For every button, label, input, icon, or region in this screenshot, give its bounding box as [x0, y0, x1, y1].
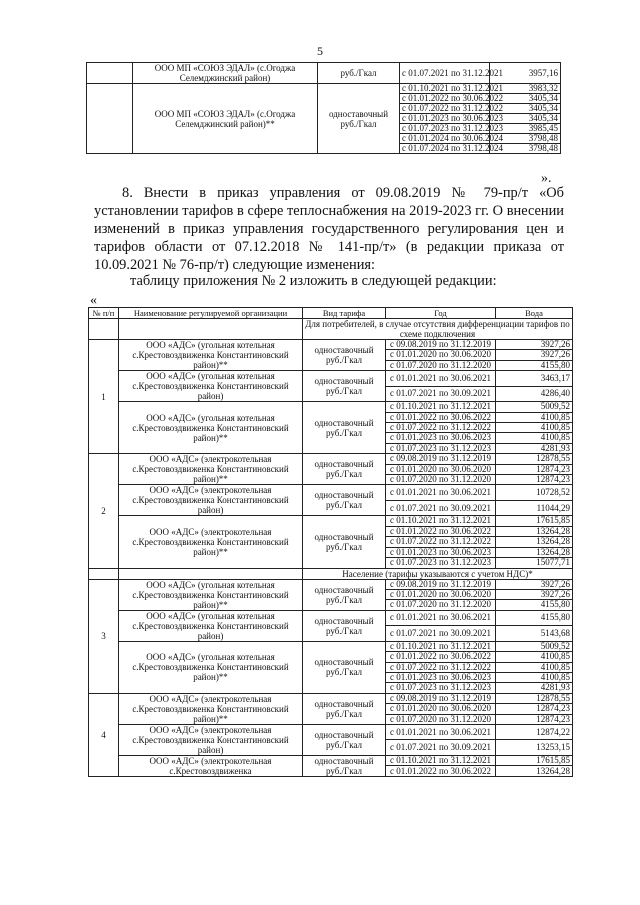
period-cell: с 01.01.2021 по 30.06.2021 — [386, 724, 496, 740]
period-cell: с 01.07.2023 по 31.12.2023 — [386, 683, 496, 693]
value-cell: 11044,29 — [496, 500, 573, 516]
period-cell: с 01.07.2023 по 31.12.2023 — [386, 558, 496, 568]
period-cell: с 01.01.2023 по 30.06.2023 — [386, 672, 496, 682]
period-cell: с 01.07.2021 по 30.09.2021 — [386, 386, 496, 402]
org-cell: ООО «АДС» (электрокотельная с.Крестовоздвиженка Константиновский район) — [119, 485, 303, 516]
row-number: 1 — [89, 340, 119, 454]
value-cell: 3927,26 — [496, 579, 573, 589]
value-cell: 4100,85 — [496, 423, 573, 433]
period-cell: с 01.10.2021 по 31.12.2021 — [386, 641, 496, 651]
period-cell: с 01.07.2021 по 31.12.2021 — [400, 63, 490, 84]
tariff-type-cell: одноставочный руб./Гкал — [303, 516, 386, 568]
org-cell: ООО «АДС» (угольная котельная с.Крестовоздвиженка Константиновский район)** — [119, 402, 303, 454]
value-cell: 3405,34 — [490, 104, 561, 114]
period-cell: с 01.07.2020 по 31.12.2020 — [386, 714, 496, 724]
period-cell: с 01.01.2023 по 30.06.2023 — [386, 433, 496, 443]
period-cell: с 09.08.2019 по 31.12.2019 — [386, 340, 496, 350]
period-cell: с 01.07.2020 по 31.12.2020 — [386, 600, 496, 610]
tariff-type-cell: одноставочный руб./Гкал — [303, 402, 386, 454]
table-header-row — [89, 308, 573, 319]
value-cell: 4155,80 — [496, 360, 573, 370]
tariff-type-cell: одноставочный руб./Гкал — [303, 755, 386, 776]
value-cell: 12874,23 — [496, 714, 573, 724]
value-cell: 3927,26 — [496, 589, 573, 599]
period-cell: с 01.01.2022 по 30.06.2022 — [400, 94, 490, 104]
empty-cell — [119, 568, 303, 579]
period-cell: с 01.01.2023 по 30.06.2023 — [400, 114, 490, 124]
value-cell: 5009,52 — [496, 402, 573, 412]
org-cell: ООО МП «СОЮЗ ЭДАЛ» (с.Огоджа Селемджинский район) — [133, 63, 318, 84]
table-row — [89, 371, 573, 387]
org-cell: ООО «АДС» (угольная котельная с.Крестовоздвиженка Константиновский район) — [119, 371, 303, 402]
value-cell: 10728,52 — [496, 485, 573, 501]
tariff-type-cell: одноставочный руб./Гкал — [303, 641, 386, 693]
org-cell: ООО «АДС» (угольная котельная с.Крестовоздвиженка Константиновский район)** — [119, 641, 303, 693]
org-cell: ООО «АДС» (электрокотельная с.Крестовоздвиженка Константиновский район)** — [119, 454, 303, 485]
row-number: 3 — [89, 579, 119, 693]
main-tariff-table — [88, 307, 573, 777]
value-cell: 3985,45 — [490, 124, 561, 134]
value-cell: 4281,93 — [496, 443, 573, 453]
paragraph-text: 8. Внести в приказ управления от 09.08.2019 № 79-пр/т «Об установлении тарифов в сфере теплоснабжения на 2019-2023 гг. О внесении изменений в приказ управления государственного регулирования цен и тарифов области от 07.12.2018 № 141-пр/т» (в редакции приказа от 10.09.2021 № 76-пр/т) следующие изменения: — [94, 185, 564, 273]
value-cell: 4155,80 — [496, 610, 573, 626]
value-cell: 3927,26 — [496, 350, 573, 360]
value-cell: 4100,85 — [496, 412, 573, 422]
value-cell: 13264,28 — [496, 766, 573, 777]
table-row — [89, 402, 573, 412]
sub-paragraph: таблицу приложения № 2 изложить в следующей редакции: — [130, 273, 497, 289]
period-cell: с 09.08.2019 по 31.12.2019 — [386, 454, 496, 464]
value-cell: 5143,68 — [496, 626, 573, 642]
period-cell: с 01.07.2021 по 30.09.2021 — [386, 740, 496, 756]
period-cell: с 01.10.2021 по 31.12.2021 — [400, 84, 490, 94]
amendment-paragraph — [94, 184, 564, 274]
period-cell: с 01.01.2020 по 30.06.2020 — [386, 704, 496, 714]
value-cell: 13253,15 — [496, 740, 573, 756]
period-cell: с 01.10.2021 по 31.12.2021 — [386, 402, 496, 412]
row-number: 4 — [89, 693, 119, 776]
value-cell: 4100,85 — [496, 433, 573, 443]
tariff-type-cell: одноставочный руб./Гкал — [303, 693, 386, 724]
value-cell: 3927,26 — [496, 340, 573, 350]
value-cell: 17615,85 — [496, 516, 573, 526]
value-cell: 12874,23 — [496, 475, 573, 485]
period-cell: с 01.01.2021 по 30.06.2021 — [386, 610, 496, 626]
tariff-type-cell: одноставочный руб./Гкал — [303, 371, 386, 402]
table-row — [87, 84, 561, 94]
tariff-type-cell: одноставочный руб./Гкал — [303, 610, 386, 641]
header-org: Наименование регулируемой организации — [119, 308, 303, 319]
tariff-type-cell: одноставочный руб./Гкал — [303, 724, 386, 755]
value-cell: 4100,85 — [496, 662, 573, 672]
period-cell: с 01.01.2022 по 30.06.2022 — [386, 652, 496, 662]
tariff-type-cell: одноставочный руб./Гкал — [303, 485, 386, 516]
value-cell: 3957,16 — [490, 63, 561, 84]
period-cell: с 01.07.2022 по 31.12.2022 — [400, 104, 490, 114]
period-cell: с 01.07.2023 по 31.12.2023 — [400, 124, 490, 134]
org-cell: ООО «АДС» (электрокотельная с.Крестовоздвиженка Константиновский район)** — [119, 516, 303, 568]
tariff-type-cell: одноставочный руб./Гкал — [303, 454, 386, 485]
header-type: Вид тарифа — [303, 308, 386, 319]
period-cell: с 01.01.2020 по 30.06.2020 — [386, 350, 496, 360]
value-cell: 3798,48 — [490, 134, 561, 144]
section-row — [89, 319, 573, 340]
table-row — [89, 755, 573, 766]
period-cell: с 01.10.2021 по 31.12.2021 — [386, 755, 496, 766]
value-cell: 17615,85 — [496, 755, 573, 766]
value-cell: 13264,28 — [496, 547, 573, 557]
empty-cell — [87, 63, 133, 84]
period-cell: с 01.07.2022 по 31.12.2022 — [386, 662, 496, 672]
table-row — [87, 63, 561, 84]
closing-quote: ». — [541, 171, 552, 186]
page-number: 5 — [317, 44, 323, 58]
value-cell: 12878,55 — [496, 454, 573, 464]
section-title: Население (тарифы указываются с учетом НДС)* — [303, 568, 573, 579]
table-row — [89, 724, 573, 740]
value-cell: 13264,28 — [496, 537, 573, 547]
top-tariff-table — [86, 62, 561, 154]
header-num: № п/п — [89, 308, 119, 319]
value-cell: 3798,48 — [490, 144, 561, 154]
tariff-type-cell: руб./Гкал — [318, 63, 400, 84]
value-cell: 3983,32 — [490, 84, 561, 94]
period-cell: с 01.01.2022 по 30.06.2022 — [386, 766, 496, 777]
value-cell: 3463,17 — [496, 371, 573, 387]
period-cell: с 01.07.2022 по 31.12.2022 — [386, 537, 496, 547]
table-row — [89, 340, 573, 350]
period-cell: с 01.01.2024 по 30.06.2024 — [400, 134, 490, 144]
value-cell: 4281,93 — [496, 683, 573, 693]
value-cell: 4155,80 — [496, 600, 573, 610]
empty-cell — [119, 319, 303, 340]
period-cell: с 01.07.2024 по 31.12.2024 — [400, 144, 490, 154]
value-cell: 15077,71 — [496, 558, 573, 568]
table-row — [89, 454, 573, 464]
period-cell: с 01.10.2021 по 31.12.2021 — [386, 516, 496, 526]
value-cell: 5009,52 — [496, 641, 573, 651]
value-cell: 4286,40 — [496, 386, 573, 402]
org-cell: ООО «АДС» (электрокотельная с.Крестовоздвиженка Константиновский район)** — [119, 693, 303, 724]
tariff-type-cell: одноставочный руб./Гкал — [318, 84, 400, 154]
empty-cell — [87, 84, 133, 154]
table-row — [89, 516, 573, 526]
value-cell: 3405,34 — [490, 94, 561, 104]
org-cell: ООО «АДС» (угольная котельная с.Крестовоздвиженка Константиновский район)** — [119, 579, 303, 610]
value-cell: 3405,34 — [490, 114, 561, 124]
period-cell: с 01.01.2020 по 30.06.2020 — [386, 464, 496, 474]
org-cell: ООО МП «СОЮЗ ЭДАЛ» (с.Огоджа Селемджинский район)** — [133, 84, 318, 154]
period-cell: с 01.01.2020 по 30.06.2020 — [386, 589, 496, 599]
table-row — [89, 485, 573, 501]
table-row — [89, 579, 573, 589]
period-cell: с 01.07.2022 по 31.12.2022 — [386, 423, 496, 433]
table-row — [89, 641, 573, 651]
table-row — [89, 693, 573, 703]
header-year: Год — [386, 308, 496, 319]
period-cell: с 01.01.2021 по 30.06.2021 — [386, 371, 496, 387]
tariff-type-cell: одноставочный руб./Гкал — [303, 579, 386, 610]
section-row — [89, 568, 573, 579]
value-cell: 13264,28 — [496, 526, 573, 536]
period-cell: с 01.07.2020 по 31.12.2020 — [386, 360, 496, 370]
org-cell: ООО «АДС» (электрокотельная с.Крестовоздвиженка Константиновский район) — [119, 724, 303, 755]
period-cell: с 01.01.2022 по 30.06.2022 — [386, 526, 496, 536]
header-water: Вода — [496, 308, 573, 319]
value-cell: 12878,55 — [496, 693, 573, 703]
value-cell: 4100,85 — [496, 672, 573, 682]
period-cell: с 01.01.2021 по 30.06.2021 — [386, 485, 496, 501]
empty-cell — [89, 568, 119, 579]
period-cell: с 09.08.2019 по 31.12.2019 — [386, 693, 496, 703]
period-cell: с 01.07.2021 по 30.09.2021 — [386, 500, 496, 516]
empty-cell — [89, 319, 119, 340]
value-cell: 12874,22 — [496, 724, 573, 740]
value-cell: 4100,85 — [496, 652, 573, 662]
row-number: 2 — [89, 454, 119, 568]
period-cell: с 01.01.2023 по 30.06.2023 — [386, 547, 496, 557]
period-cell: с 01.07.2020 по 31.12.2020 — [386, 475, 496, 485]
org-cell: ООО «АДС» (угольная котельная с.Крестовоздвиженка Константиновский район)** — [119, 340, 303, 371]
opening-quote: « — [90, 293, 97, 308]
section-title: Для потребителей, в случае отсутствия дифференциации тарифов по схеме подключения — [303, 319, 573, 340]
period-cell: с 01.07.2021 по 30.09.2021 — [386, 626, 496, 642]
org-cell: ООО «АДС» (угольная котельная с.Крестовоздвиженка Константиновский район) — [119, 610, 303, 641]
value-cell: 12874,23 — [496, 704, 573, 714]
value-cell: 12874,23 — [496, 464, 573, 474]
tariff-type-cell: одноставочный руб./Гкал — [303, 340, 386, 371]
period-cell: с 01.07.2023 по 31.12.2023 — [386, 443, 496, 453]
period-cell: с 01.01.2022 по 30.06.2022 — [386, 412, 496, 422]
org-cell: ООО «АДС» (электрокотельная с.Крестовоздвиженка — [119, 755, 303, 776]
period-cell: с 09.08.2019 по 31.12.2019 — [386, 579, 496, 589]
table-row — [89, 610, 573, 626]
